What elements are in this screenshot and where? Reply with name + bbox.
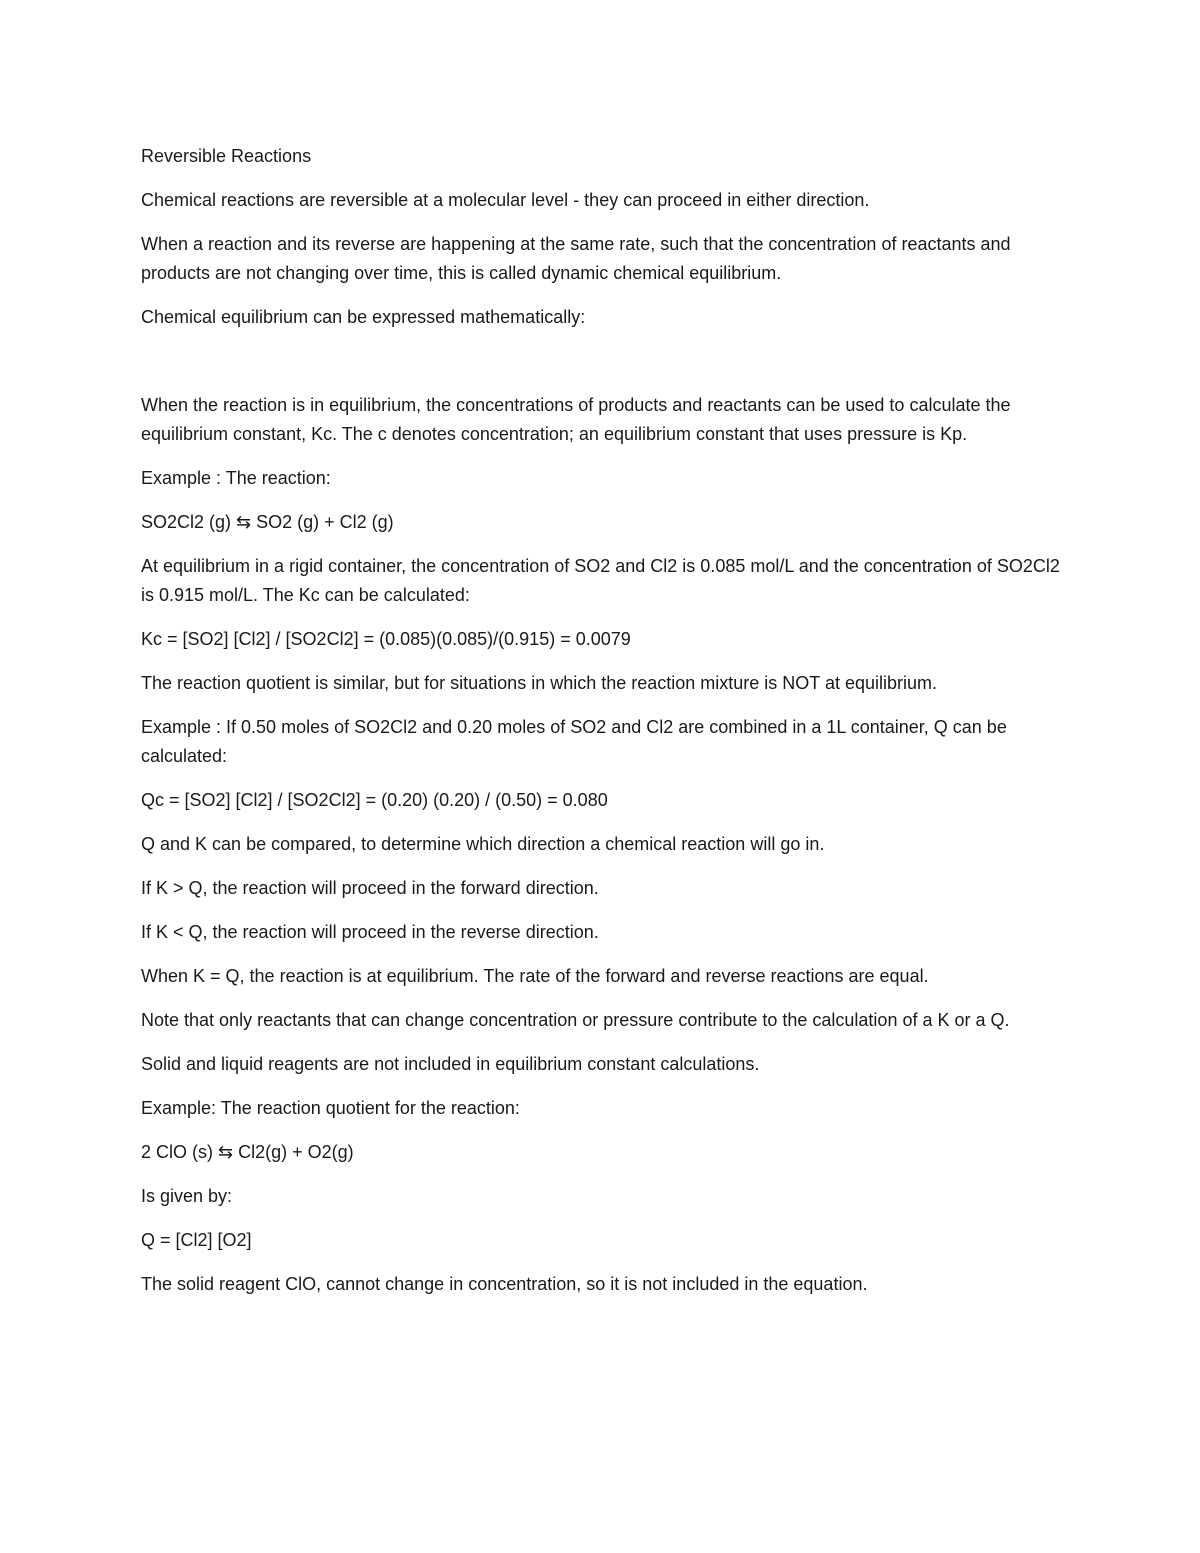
- rule-k-greater-than-q: If K > Q, the reaction will proceed in the forward direction.: [141, 878, 599, 898]
- paragraph-equilibrium-concentrations: At equilibrium in a rigid container, the concentration of SO2 and Cl2 is 0.085 mol/L and the concentration of SO2Cl2 is 0.915 mol/L. The Kc can be calculated:: [141, 556, 1060, 605]
- paragraph-note-reactants: Note that only reactants that can change concentration or pressure contribute to the calculation of a K or a Q.: [141, 1010, 1010, 1030]
- paragraph-reversible-definition: Chemical reactions are reversible at a molecular level - they can proceed in either direction.: [141, 190, 870, 210]
- paragraph-solid-reagent-note: The solid reagent ClO, cannot change in concentration, so it is not included in the equation.: [141, 1274, 868, 1294]
- reaction-equation-so2cl2: SO2Cl2 (g) ⇆ SO2 (g) + Cl2 (g): [141, 512, 394, 532]
- qc-calculation: Qc = [SO2] [Cl2] / [SO2Cl2] = (0.20) (0.20) / (0.50) = 0.080: [141, 790, 608, 810]
- paragraph-given-by: Is given by:: [141, 1186, 233, 1206]
- paragraph-solids-liquids: Solid and liquid reagents are not included in equilibrium constant calculations.: [141, 1054, 760, 1074]
- q-expression: Q = [Cl2] [O2]: [141, 1230, 252, 1250]
- equation-placeholder-space: [141, 347, 1071, 391]
- paragraph-dynamic-equilibrium: When a reaction and its reverse are happening at the same rate, such that the concentration of reactants and products are not changing over time, this is called dynamic chemical equilibrium.: [141, 234, 1011, 283]
- paragraph-q-k-comparison: Q and K can be compared, to determine which direction a chemical reaction will go in.: [141, 834, 825, 854]
- paragraph-mathematical-expression: Chemical equilibrium can be expressed mathematically:: [141, 307, 586, 327]
- document-body: [141, 142, 1071, 1314]
- rule-k-less-than-q: If K < Q, the reaction will proceed in the reverse direction.: [141, 922, 599, 942]
- kc-calculation: Kc = [SO2] [Cl2] / [SO2Cl2] = (0.085)(0.085)/(0.915) = 0.0079: [141, 629, 631, 649]
- paragraph-example-intro: Example : The reaction:: [141, 468, 331, 488]
- rule-k-equals-q: When K = Q, the reaction is at equilibrium. The rate of the forward and reverse reactions are equal.: [141, 966, 929, 986]
- paragraph-example-quotient: Example: The reaction quotient for the reaction:: [141, 1098, 520, 1118]
- paragraph-q-example: Example : If 0.50 moles of SO2Cl2 and 0.20 moles of SO2 and Cl2 are combined in a 1L container, Q can be calculated:: [141, 717, 1007, 766]
- paragraph-equilibrium-constant: When the reaction is in equilibrium, the concentrations of products and reactants can be used to calculate the equilibrium constant, Kc. The c denotes concentration; an equilibrium constant that uses pressure is Kp.: [141, 395, 1011, 444]
- paragraph-reaction-quotient: The reaction quotient is similar, but for situations in which the reaction mixture is NOT at equilibrium.: [141, 673, 938, 693]
- document-title: Reversible Reactions: [141, 146, 312, 166]
- reaction-equation-clo: 2 ClO (s) ⇆ Cl2(g) + O2(g): [141, 1142, 354, 1162]
